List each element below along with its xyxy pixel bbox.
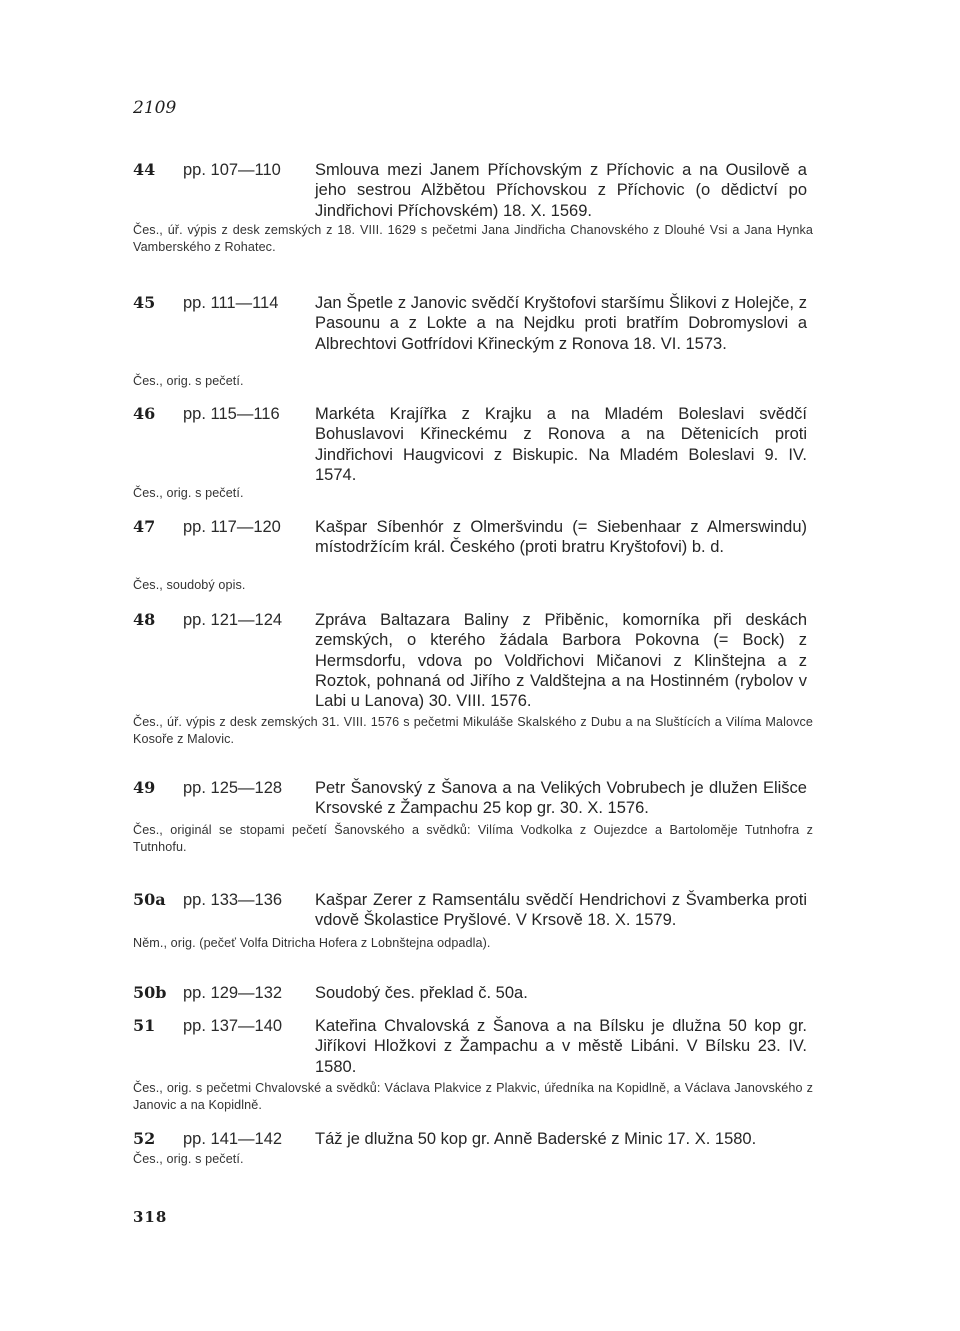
entry-51: [133, 1016, 813, 1114]
entry-46: [133, 404, 813, 500]
entry-44: [133, 160, 813, 256]
entry-50a: [133, 890, 813, 952]
entry-number: 47: [133, 517, 156, 536]
entry-number: 52: [133, 1129, 156, 1148]
entry-pages: pp. 115—116: [183, 405, 280, 423]
entry-note: Čes., originál se stopami pečetí Šanovského a svědků: Vilíma Vodkolka z Oujezdce a Bartoloměje Tutnhofra z Tutnhofu.: [133, 822, 813, 854]
entry-note: Čes., orig. s pečetí.: [133, 374, 244, 388]
entry-49: [133, 778, 813, 856]
entry-number: 44: [133, 160, 156, 179]
entry-note: Něm., orig. (pečeť Volfa Ditricha Hofera z Lobnštejna odpadla).: [133, 935, 491, 950]
entry-number: 45: [133, 293, 156, 312]
entry-title: Kašpar Síbenhór z Olmeršvindu (= Siebenhaar z Almerswindu) místodržícím král. Českého (proti bratru Kryštofovi) b. d.: [315, 518, 807, 557]
page-number: 2109: [133, 98, 177, 118]
entry-48: [133, 610, 813, 748]
entry-note: Čes., úř. výpis z desk zemských 31. VIII. 1576 s pečetmi Mikuláše Skalského z Dubu a na Sluštících a Vilíma Malovce Kosoře z Malovic.: [133, 715, 813, 747]
footer-page-number: 318: [133, 1208, 168, 1226]
entry-45: [133, 293, 813, 388]
entry-pages: pp. 117—120: [183, 518, 281, 536]
entry-pages: pp. 141—142: [183, 1130, 283, 1148]
entry-note: Čes., orig. s pečetí.: [133, 1152, 244, 1167]
entry-pages: pp. 107—110: [183, 161, 281, 179]
entry-47: [133, 517, 813, 592]
entry-title: Jan Špetle z Janovic svědčí Kryštofovi staršímu Šlikovi z Holejče, z Pasounu a z Lokte a na Nejdku proti bratřím Dobromyslovi a Albrechtovi Gotfrídovi Křineckým z Ronova 18. VI. 1573.: [315, 294, 807, 353]
entry-pages: pp. 137—140: [183, 1017, 283, 1035]
entry-title: Petr Šanovský z Šanova a na Velikých Vobrubech je dlužen Elišce Krsovské z Žampachu 25 kop gr. 30. X. 1576.: [315, 779, 807, 818]
entry-title: Kateřina Chvalovská z Šanova a na Bílsku je dlužna 50 kop gr. Jiříkovi Hložkovi z Žampachu a v městě Libáni. V Bílsku 23. IV. 1580.: [315, 1017, 807, 1076]
entry-note: Čes., orig. s pečetmi Chvalovské a svědků: Václava Plakvice z Plakvic, úředníka na Kopidlně, a Václava Janovského z Janovic a na Kopidlně.: [133, 1080, 813, 1112]
entry-title: Smlouva mezi Janem Příchovským z Příchovic a na Ousilově a jeho sestrou Alžbětou Příchovskou z Příchovic (o dědictví po Jindřichovi Příchovském) 18. X. 1569.: [315, 161, 807, 220]
entry-number: 50b: [133, 983, 167, 1002]
entry-52: [133, 1129, 813, 1168]
entry-number: 50a: [133, 890, 166, 909]
entry-title: Táž je dlužna 50 kop gr. Anně Baderské z Minic 17. X. 1580.: [315, 1130, 757, 1148]
entry-note: Čes., úř. výpis z desk zemských z 18. VIII. 1629 s pečetmi Jana Jindřicha Chanovského z Dlouhé Vsi a Jana Hynka Vamberského z Rohatec.: [133, 222, 813, 254]
entry-note: Čes., orig. s pečetí.: [133, 486, 244, 500]
entry-title: Soudobý čes. překlad č. 50a.: [315, 984, 528, 1002]
entry-note: Čes., soudobý opis.: [133, 578, 246, 592]
entry-title: Zpráva Baltazara Baliny z Přiběnic, komorníka při deskách zemských, o kterého žádala Barbora Pokovna (= Bock) z Hermsdorfu, vdova po Voldřichovi Mičanovi z Klinštejna a z Roztok, pohnaná od Jiřího z Valdštejna a na Hostinném (rybolov v Labi u Lanova) 30. VIII. 1576.: [315, 611, 807, 711]
entry-pages: pp. 125—128: [183, 779, 283, 797]
entry-pages: pp. 111—114: [183, 294, 279, 312]
entry-title: Kašpar Zerer z Ramsentálu svědčí Hendrichovi z Švamberka proti vdově Školastice Pryšlové. V Krsově 18. X. 1579.: [315, 891, 807, 930]
entry-pages: pp. 121—124: [183, 611, 283, 629]
entry-number: 49: [133, 778, 156, 797]
entry-title: Markéta Krajířka z Krajku a na Mladém Boleslavi svědčí Bohuslavovi Křineckému z Ronova a na Dětenicích proti Jindřichovi Haugvicovi z Biskupic. Na Mladém Boleslavi 9. IV. 1574.: [315, 405, 807, 484]
entry-number: 48: [133, 610, 156, 629]
entry-number: 46: [133, 404, 156, 423]
entry-pages: pp. 129—132: [183, 984, 283, 1002]
entry-50b: [133, 983, 813, 1003]
entry-pages: pp. 133—136: [183, 891, 283, 909]
entry-number: 51: [133, 1016, 156, 1035]
